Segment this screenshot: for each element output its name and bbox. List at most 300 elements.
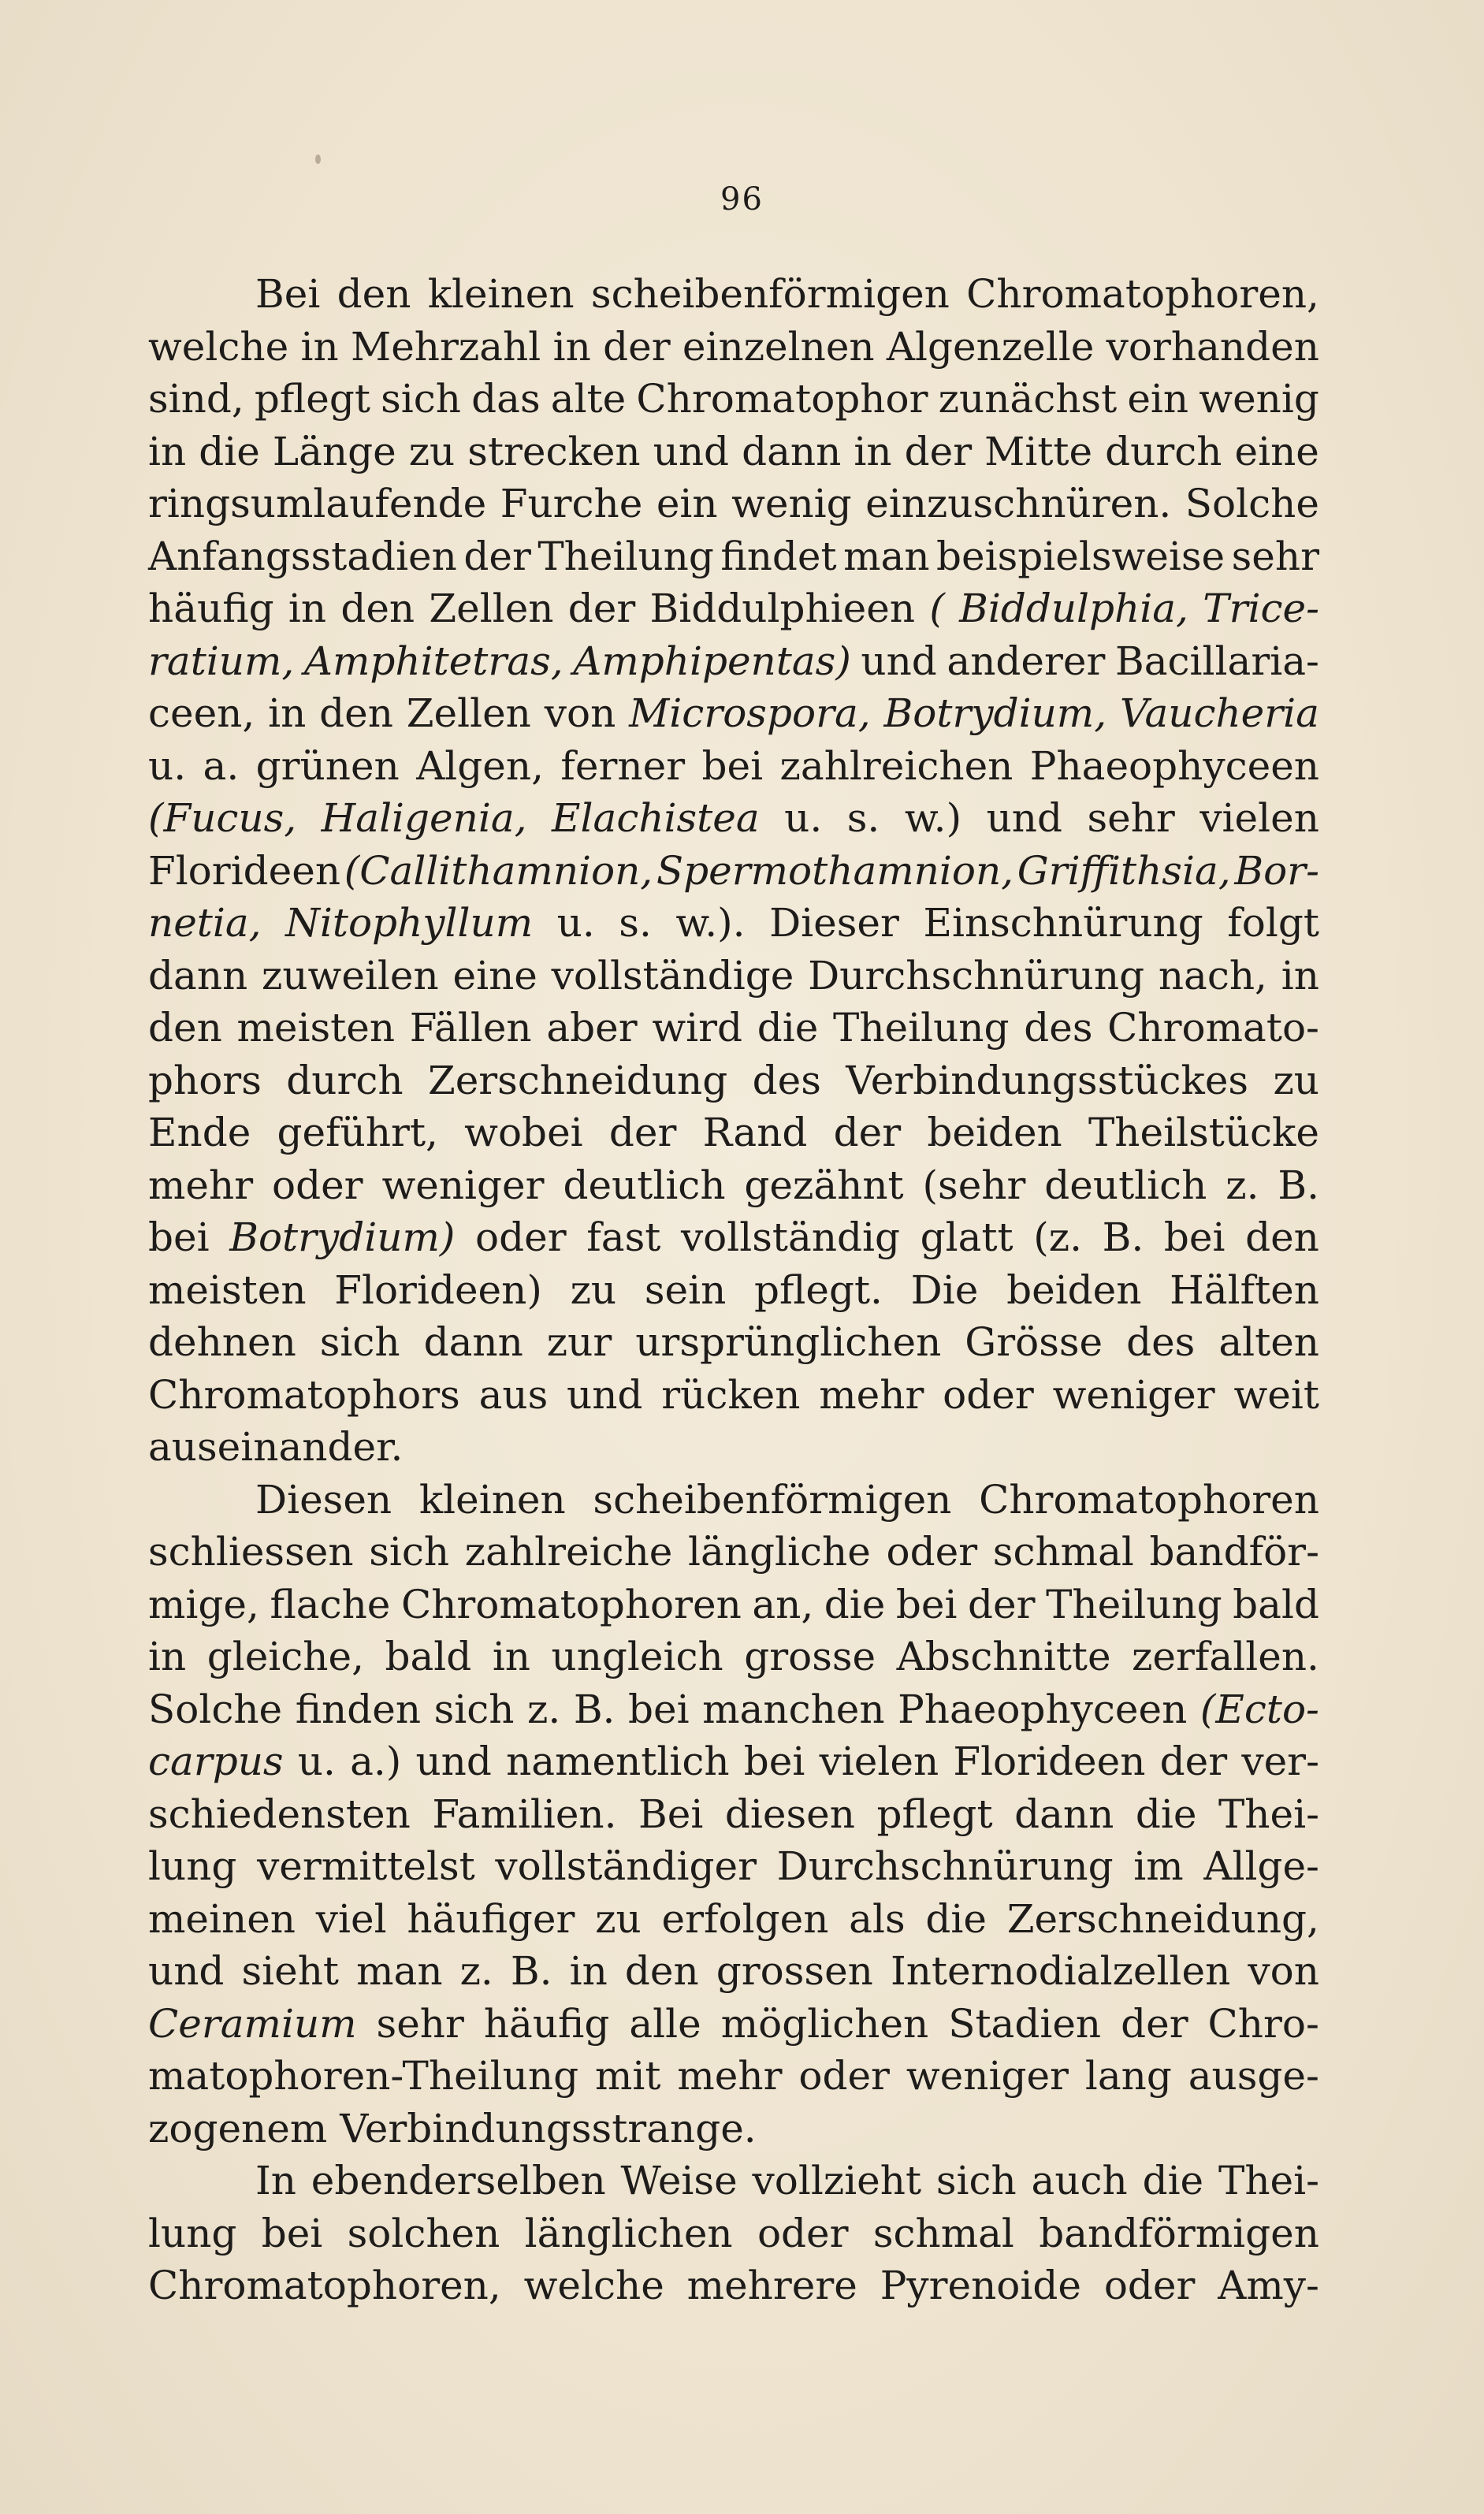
word: und <box>986 795 1062 841</box>
word: sieht <box>241 1948 340 1994</box>
word: den <box>340 586 415 631</box>
word: phors <box>148 1057 262 1103</box>
word: die <box>757 1005 819 1051</box>
word: mehr <box>148 1162 254 1208</box>
word: w.). <box>675 900 746 946</box>
word: den <box>148 1005 222 1051</box>
word: diesen <box>724 1791 855 1837</box>
text-line <box>148 1369 1319 1422</box>
word: häufig <box>148 586 274 631</box>
word: dehnen <box>148 1319 296 1365</box>
word: kleinen <box>418 1476 566 1523</box>
word: schliessen <box>148 1529 354 1575</box>
word: B. <box>573 1686 616 1732</box>
word: sich <box>381 376 461 422</box>
word: u. <box>784 795 823 841</box>
word: der <box>567 586 636 631</box>
word: bei <box>261 2210 323 2256</box>
word: B. <box>510 1948 552 1994</box>
word: zu <box>408 428 456 474</box>
word: grünen <box>255 742 400 789</box>
word: Botrydium, <box>883 690 1107 736</box>
word: beiden <box>1006 1266 1142 1313</box>
word: der <box>1121 2000 1188 2047</box>
word: Verbindungsstrange. <box>340 2105 757 2151</box>
word: rücken <box>661 1371 801 1418</box>
word: gezähnt <box>744 1162 904 1208</box>
word: Familien. <box>432 1791 617 1837</box>
text-line <box>148 845 1319 898</box>
word: zerfallen. <box>1132 1634 1319 1679</box>
word: Algen, <box>416 742 544 789</box>
word: matophoren-Theilung <box>148 2053 579 2099</box>
word: Zellen <box>406 690 531 736</box>
word: Vaucheria <box>1119 690 1319 736</box>
word: Die <box>910 1266 979 1313</box>
word: Solche <box>1185 481 1319 526</box>
text-line <box>148 2103 1319 2155</box>
word: namentlich <box>506 1739 730 1784</box>
word: oder <box>943 1371 1034 1418</box>
word: meinen <box>148 1895 296 1942</box>
word: zahlreichen <box>779 742 1014 789</box>
word: (Ecto- <box>1199 1686 1319 1732</box>
word: Rand <box>702 1110 808 1155</box>
word: Anfangsstadien <box>148 533 457 579</box>
word: Internodialzellen <box>890 1948 1231 1994</box>
word: vollständiger <box>495 1843 757 1889</box>
word: Diesen <box>255 1476 392 1523</box>
word: sich <box>433 1686 515 1732</box>
word: Amphipentas) <box>573 638 851 684</box>
word: z. <box>1226 1162 1259 1208</box>
word: folgt <box>1227 900 1319 946</box>
word: pflegt. <box>754 1266 883 1313</box>
word: häufiger <box>407 1895 575 1942</box>
word: B. <box>1102 1214 1144 1260</box>
word: glatt <box>920 1214 1014 1260</box>
word: s. <box>846 795 880 841</box>
word: bei <box>701 742 764 789</box>
text-line <box>148 1264 1319 1317</box>
word: dann <box>742 428 842 474</box>
text-line <box>148 1211 1319 1264</box>
text-line <box>148 2050 1319 2103</box>
text-line <box>148 373 1319 426</box>
word: meisten <box>148 1266 307 1313</box>
word: von <box>544 690 616 736</box>
word: s. <box>619 900 652 946</box>
word: von <box>1248 1948 1319 1994</box>
word: bei <box>628 1686 690 1732</box>
word: Haligenia, <box>321 795 527 841</box>
word: solchen <box>347 2210 500 2256</box>
word: an, <box>752 1581 814 1627</box>
word: ein <box>1127 376 1189 422</box>
word: Bei <box>255 271 321 317</box>
word: oder <box>1103 2263 1196 2308</box>
word: im <box>1133 1843 1184 1889</box>
text-line <box>148 1683 1319 1736</box>
word: zunächst <box>938 376 1118 422</box>
word: Theilung <box>832 1005 1010 1051</box>
word: der <box>1159 1739 1228 1784</box>
word: pflegt <box>876 1791 993 1837</box>
word: des <box>752 1057 821 1103</box>
word: eine <box>1234 428 1319 474</box>
word: mehr <box>677 2053 783 2099</box>
word: oder <box>757 2210 849 2256</box>
word: Einschnürung <box>923 900 1203 946</box>
text-line <box>148 1474 1319 1527</box>
word: Zerschneidung <box>427 1057 728 1103</box>
word: scheibenförmigen <box>590 271 950 317</box>
word: der <box>608 1110 677 1155</box>
word: und <box>415 1739 492 1784</box>
word: zu <box>595 1895 642 1942</box>
word: durch <box>1105 428 1222 474</box>
word: grosse <box>744 1634 876 1679</box>
text-line <box>148 321 1319 374</box>
word: Weise <box>620 2158 738 2203</box>
word: wird <box>652 1005 743 1051</box>
word: den <box>337 271 411 317</box>
word: mehr <box>819 1371 924 1418</box>
word: weniger <box>381 1162 545 1208</box>
word: in <box>492 1634 531 1679</box>
word: sehr <box>376 2000 464 2047</box>
word: anderer <box>947 638 1106 684</box>
word: bandförmigen <box>1039 2210 1319 2256</box>
word: in <box>1281 952 1319 999</box>
word: finden <box>295 1686 422 1732</box>
text-line <box>148 1945 1319 1998</box>
text-line <box>148 530 1319 583</box>
word: bei <box>895 1581 958 1627</box>
word: Spermothamnion, <box>656 847 1014 894</box>
word: (sehr <box>922 1162 1026 1208</box>
word: manchen <box>702 1686 885 1732</box>
text-line <box>148 1788 1319 1841</box>
word: zu <box>570 1266 617 1313</box>
text-line <box>148 478 1319 530</box>
word: zahlreiche <box>464 1529 673 1575</box>
word: beispielsweise <box>936 533 1226 579</box>
word: der <box>463 533 531 579</box>
word: Durchschnürung <box>776 1843 1114 1889</box>
word: Theilstücke <box>1088 1110 1319 1155</box>
word: Chromato- <box>1107 1005 1319 1051</box>
word: möglichen <box>720 2000 929 2047</box>
word: geführt, <box>277 1110 438 1155</box>
word: in <box>552 323 591 370</box>
word: die <box>1135 1791 1197 1837</box>
word: Theilung <box>537 533 714 579</box>
word: Solche <box>148 1686 283 1732</box>
word: Chromatophoren <box>400 1581 742 1627</box>
word: Furche <box>500 481 643 526</box>
word: grossen <box>716 1948 873 1994</box>
word: schmal <box>992 1529 1134 1575</box>
word: u. <box>297 1739 336 1784</box>
word: weniger <box>906 2053 1069 2099</box>
word: Nitophyllum <box>285 900 534 946</box>
word: Theilung <box>1046 1581 1222 1627</box>
word: und <box>653 428 730 474</box>
word: Dieser <box>769 900 899 946</box>
word: netia, <box>148 900 262 946</box>
word: findet <box>720 533 837 579</box>
word: meisten <box>236 1005 396 1051</box>
word: sich <box>935 2158 1017 2203</box>
word: lung <box>148 2210 237 2256</box>
word: zur <box>546 1319 612 1365</box>
word: u. <box>148 742 187 789</box>
word: der <box>603 323 671 370</box>
word: a. <box>203 742 240 789</box>
word: auseinander. <box>148 1424 404 1470</box>
word: dann <box>148 952 248 999</box>
text-line <box>148 1316 1319 1369</box>
word: man <box>843 533 930 579</box>
word: Phaeophyceen <box>1029 742 1319 789</box>
word: einzuschnüren. <box>865 481 1172 526</box>
word: Allge- <box>1203 1843 1319 1889</box>
text-line <box>148 1631 1319 1683</box>
word: Verbindungsstückes <box>846 1057 1249 1103</box>
text-line <box>148 1421 1319 1474</box>
word: Stadien <box>948 2000 1102 2047</box>
word: ungleich <box>551 1634 723 1679</box>
word: lang <box>1084 2053 1172 2099</box>
word: vielen <box>1199 795 1319 841</box>
word: Bei <box>638 1791 704 1837</box>
word: nach, <box>1158 952 1267 999</box>
word: Biddulphia, <box>959 586 1188 631</box>
word: u. <box>556 900 595 946</box>
word: Elachistea <box>552 795 760 841</box>
word: in <box>148 1634 187 1679</box>
text-line <box>148 1159 1319 1212</box>
word: als <box>849 1895 906 1942</box>
word: fast <box>586 1214 661 1260</box>
word: ( <box>929 586 945 631</box>
text-line <box>148 1840 1319 1893</box>
word: Hälften <box>1170 1266 1319 1313</box>
word: ursprünglichen <box>635 1319 942 1365</box>
word: a.) <box>350 1739 402 1784</box>
word: sich <box>319 1319 400 1365</box>
word: carpus <box>148 1739 284 1784</box>
text-line <box>148 1998 1319 2051</box>
word: mehrere <box>686 2263 857 2308</box>
word: sein <box>644 1266 727 1313</box>
word: erfolgen <box>661 1895 829 1942</box>
word: man <box>356 1948 443 1994</box>
text-line <box>148 1526 1319 1579</box>
word: Chromatophoren, <box>966 271 1319 317</box>
word: aus <box>478 1371 549 1418</box>
word: Chromatophors <box>148 1371 460 1418</box>
word: Florideen) <box>334 1266 542 1313</box>
word: alle <box>629 2000 701 2047</box>
word: ceen, <box>148 690 255 736</box>
word: Chromatophoren <box>979 1476 1319 1523</box>
paper-speck <box>315 154 321 164</box>
word: wenig <box>1199 376 1319 422</box>
word: in <box>148 428 187 474</box>
word: In <box>255 2158 296 2203</box>
word: einzelnen <box>682 323 875 370</box>
word: bei <box>1163 1214 1226 1260</box>
word: und <box>567 1371 643 1418</box>
word: zuweilen <box>262 952 439 999</box>
word: (Callithamnion, <box>344 847 653 894</box>
word: Mitte <box>984 428 1093 474</box>
word: Algenzelle <box>886 323 1095 370</box>
word: der <box>833 1110 902 1155</box>
word: viel <box>315 1895 387 1942</box>
word: die <box>824 1581 886 1627</box>
word: die <box>925 1895 987 1942</box>
word: ratium, <box>148 638 295 684</box>
word: den <box>1245 1214 1319 1260</box>
word: in <box>569 1948 608 1994</box>
word: flache <box>270 1581 391 1627</box>
word: zu <box>1273 1057 1319 1103</box>
word: Zellen <box>429 586 554 631</box>
word: den <box>319 690 393 736</box>
word: Abschnitte <box>896 1634 1111 1679</box>
text-line <box>148 582 1319 635</box>
word: sehr <box>1087 795 1175 841</box>
text-line <box>148 897 1319 950</box>
word: pflegt <box>254 376 370 422</box>
text-line <box>148 950 1319 1002</box>
word: die <box>199 428 260 474</box>
word: eine <box>452 952 537 999</box>
word: Thei- <box>1218 2158 1319 2203</box>
word: der <box>904 428 973 474</box>
text-line <box>148 2155 1319 2207</box>
word: Phaeophyceen <box>898 1686 1188 1732</box>
word: Mehrzahl <box>351 323 541 370</box>
word: den <box>624 1948 699 1994</box>
word: aber <box>546 1005 638 1051</box>
word: zogenem <box>148 2105 328 2151</box>
word: vollzieht <box>752 2158 922 2203</box>
word: mit <box>594 2053 661 2099</box>
word: ein <box>656 481 718 526</box>
word: Amy- <box>1218 2263 1319 2308</box>
word: B. <box>1278 1162 1319 1208</box>
word: Thei- <box>1218 1791 1319 1837</box>
word: (Fucus, <box>148 795 297 841</box>
word: Griffithsia, <box>1017 847 1231 894</box>
word: Bacillaria- <box>1115 638 1319 684</box>
word: des <box>1024 1005 1093 1051</box>
word: sich <box>369 1529 450 1575</box>
word: w.) <box>904 795 962 841</box>
word: Grösse <box>965 1319 1103 1365</box>
text-line <box>148 687 1319 740</box>
word: Chromatophoren, <box>148 2263 501 2308</box>
word: sehr <box>1231 533 1319 579</box>
word: dann <box>423 1319 523 1365</box>
word: welche <box>148 323 289 370</box>
word: des <box>1126 1319 1196 1365</box>
word: wobei <box>464 1110 583 1155</box>
text-line <box>148 2207 1319 2260</box>
word: wenig <box>731 481 852 526</box>
word: längliche <box>688 1529 871 1575</box>
word: ver- <box>1241 1739 1319 1784</box>
word: Fällen <box>409 1005 532 1051</box>
word: (z. <box>1033 1214 1083 1260</box>
word: bei <box>743 1739 805 1784</box>
word: gleiche, <box>206 1634 364 1679</box>
word: Durchschnürung <box>808 952 1145 999</box>
word: z. <box>459 1948 493 1994</box>
word: Botrydium) <box>229 1214 456 1260</box>
word: Pyrenoide <box>880 2263 1081 2308</box>
word: z. <box>527 1686 561 1732</box>
word: ausge- <box>1188 2053 1319 2099</box>
word: bald <box>385 1634 472 1679</box>
text-line <box>148 1735 1319 1788</box>
word: welche <box>523 2263 664 2308</box>
word: strecken <box>467 428 641 474</box>
word: der <box>968 1581 1036 1627</box>
word: Zerschneidung, <box>1006 1895 1319 1942</box>
word: Florideen <box>148 847 341 894</box>
word: dann <box>1014 1791 1114 1837</box>
word: die <box>1142 2158 1204 2203</box>
word: vermittelst <box>257 1843 475 1889</box>
word: ebenderselben <box>311 2158 606 2203</box>
text-line <box>148 1579 1319 1631</box>
word: Florideen <box>953 1739 1146 1784</box>
word: lung <box>148 1843 237 1889</box>
word: Amphitetras, <box>303 638 563 684</box>
word: das <box>471 376 541 422</box>
word: durch <box>286 1057 404 1103</box>
word: schmal <box>872 2210 1014 2256</box>
word: vorhanden <box>1106 323 1319 370</box>
word: scheibenförmigen <box>593 1476 952 1523</box>
word: oder <box>886 1529 978 1575</box>
word: oder <box>798 2053 890 2099</box>
word: weniger <box>1052 1371 1215 1418</box>
word: deutlich <box>563 1162 726 1208</box>
word: ringsumlaufende <box>148 481 487 526</box>
text-line <box>148 1054 1319 1107</box>
word: deutlich <box>1044 1162 1207 1208</box>
word: vollständige <box>551 952 794 999</box>
word: kleinen <box>427 271 575 317</box>
word: Microspora, <box>629 690 871 736</box>
word: länglichen <box>524 2210 733 2256</box>
text-line <box>148 635 1319 688</box>
word: auch <box>1031 2158 1128 2203</box>
word: Ceramium <box>148 2000 357 2047</box>
word: Chro- <box>1207 2000 1319 2047</box>
word: und <box>861 638 937 684</box>
word: beiden <box>927 1110 1062 1155</box>
word: bald <box>1233 1581 1319 1627</box>
word: Trice- <box>1203 586 1319 631</box>
word: Bor- <box>1234 847 1319 894</box>
